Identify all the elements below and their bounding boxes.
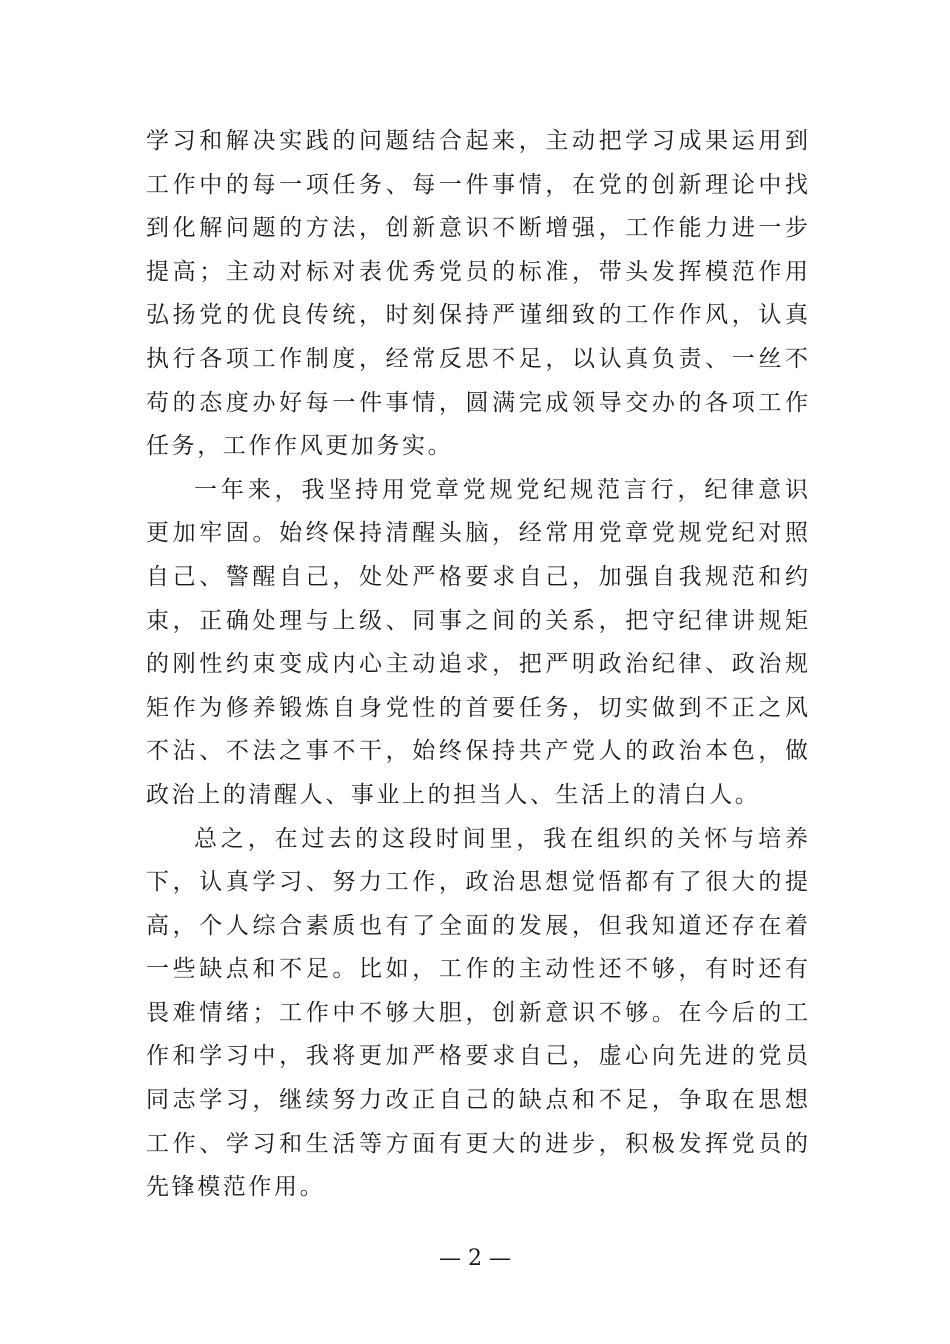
- text-line: 弘扬党的优良传统，时刻保持严谨细致的工作作风，认真: [146, 302, 808, 329]
- text-line: 下，认真学习、努力工作，政治思想觉悟都有了很大的提: [146, 869, 808, 896]
- paragraph: [146, 120, 808, 469]
- text-line: 提高；主动对标对表优秀党员的标准，带头发挥模范作用: [146, 258, 808, 285]
- text-line: 一年来，我坚持用党章党规党纪规范言行，纪律意识: [194, 476, 808, 503]
- text-line: 执行各项工作制度，经常反思不足，以认真负责、一丝不: [146, 345, 808, 372]
- text-line: 政治上的清醒人、事业上的担当人、生活上的清白人。: [146, 781, 761, 808]
- text-line: 束，正确处理与上级、同事之间的关系，把守纪律讲规矩: [146, 607, 808, 634]
- text-line: 畏难情绪；工作中不够大胆，创新意识不够。在今后的工: [146, 999, 808, 1026]
- paragraph: [146, 818, 808, 1210]
- text-line: 先锋模范作用。: [146, 1174, 326, 1201]
- text-line: 苟的态度办好每一件事情，圆满完成领导交办的各项工作: [146, 389, 808, 416]
- text-line: 同志学习，继续努力改正自己的缺点和不足，争取在思想: [146, 1087, 808, 1114]
- document-body: [146, 120, 808, 1210]
- text-line: 到化解问题的方法，创新意识不断增强，工作能力进一步: [146, 215, 808, 242]
- text-line: 高，个人综合素质也有了全面的发展，但我知道还存在着: [146, 912, 808, 939]
- text-line: 矩作为修养锻炼自身党性的首要任务，切实做到不正之风: [146, 694, 808, 721]
- text-line: 不沾、不法之事不干，始终保持共产党人的政治本色，做: [146, 738, 808, 765]
- text-line: 工作、学习和生活等方面有更大的进步，积极发挥党员的: [146, 1130, 808, 1157]
- paragraph: [146, 469, 808, 818]
- text-line: 学习和解决实践的问题结合起来，主动把学习成果运用到: [146, 128, 808, 154]
- text-line: 总之，在过去的这段时间里，我在组织的关怀与培养: [194, 825, 808, 852]
- text-line: 自己、警醒自己，处处严格要求自己，加强自我规范和约: [146, 563, 808, 590]
- text-line: 更加牢固。始终保持清醒头脑，经常用党章党规党纪对照: [146, 520, 808, 547]
- page-number: — 2 —: [439, 1246, 511, 1271]
- text-line: 作和学习中，我将更加严格要求自己，虚心向先进的党员: [146, 1043, 808, 1070]
- text-line: 一些缺点和不足。比如，工作的主动性还不够，有时还有: [146, 956, 808, 983]
- text-line: 工作中的每一项任务、每一件事情，在党的创新理论中找: [146, 171, 808, 198]
- text-line: 的刚性约束变成内心主动追求，把严明政治纪律、政治规: [146, 651, 808, 678]
- text-line: 任务，工作作风更加务实。: [146, 433, 454, 460]
